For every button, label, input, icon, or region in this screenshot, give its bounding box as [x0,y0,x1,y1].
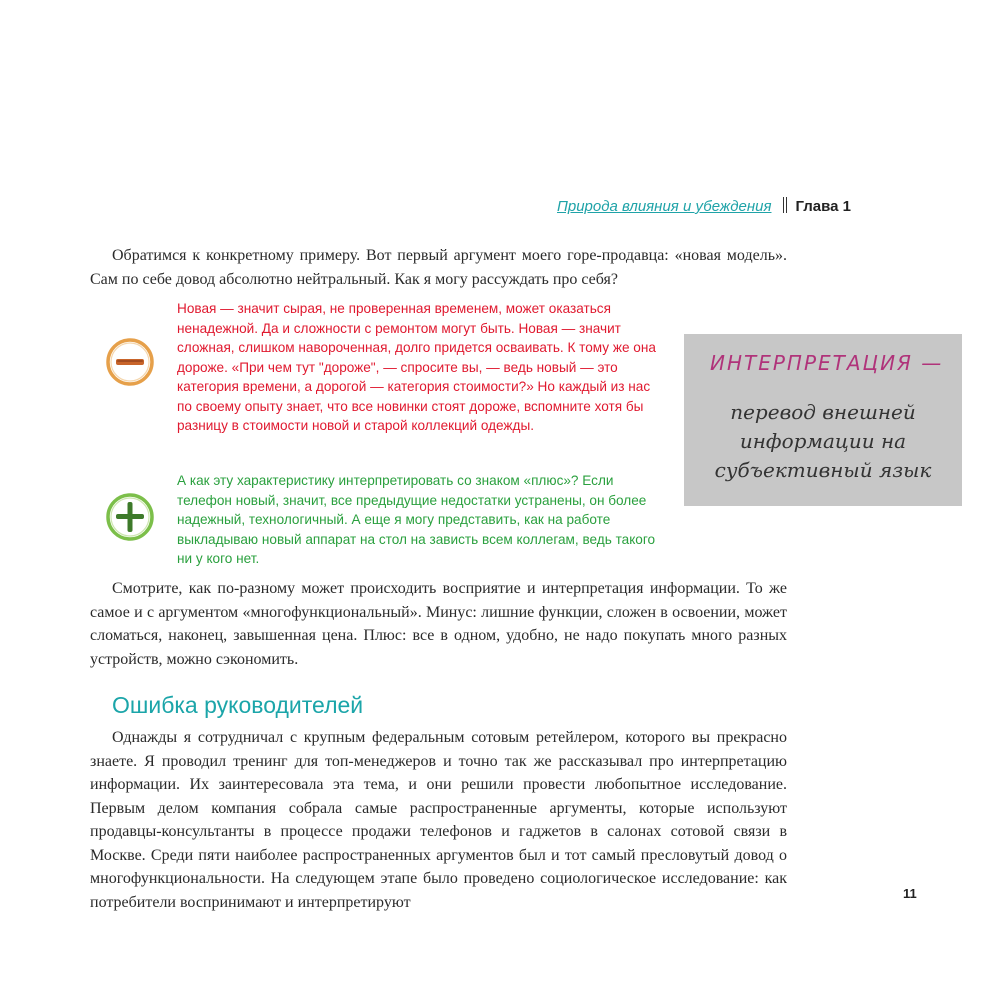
sidebar-title: ИНТЕРПРЕТАЦИЯ — [710,351,944,375]
comparison-paragraph: Смотрите, как по-разному может происходить восприятие и интерпретация информации. То же самое и с аргументом «многофункциональный». Минус: лишние функции, сложен в освоении, может сломаться, наконец, завышенная цена. Плюс: все в одном, удобно, не надо покупать много разных устройств, можно сэкономить. [90,580,787,668]
definition-line: субъективный язык [714,458,932,482]
section-title-link[interactable]: Природа влияния и убеждения [557,198,772,215]
running-header [0,197,851,217]
minus-circle-icon [104,336,156,388]
intro-paragraph: Обратимся к конкретному примеру. Вот первый аргумент моего горе-продавца: «новая модель». Сам по себе довод абсолютно нейтральный. Как я могу рассуждать про себя? [90,247,787,288]
minus-interpretation-text: Новая — значит сырая, не проверенная временем, может оказаться ненадежной. Да и сложности с ремонтом могут быть. Новая — значит сложная, слишком навороченная, долго придется осваивать. К тому же она дороже. «При чем тут "дороже", — спросите вы, — ведь новый — это категория времени, а дорогой — категория стоимости?» Но каждый из нас по своему опыту знает, что все новинки стоят дороже, вспомните хотя бы разницу в стоимости новой и старой коллекций одежды. [177,301,656,433]
sidebar-definition [684,398,962,485]
plus-circle-icon [104,491,156,543]
definition-line: перевод внешней [730,400,916,424]
plus-interpretation-text: А как эту характеристику интерпретировать со знаком «плюс»? Если телефон новый, значит, все предыдущие недостатки устранены, он более надежный, технологичный. А еще я могу представить, как на работе выкладываю новый аппарат на стол на зависть всем коллегам, ведь такого ни у кого нет. [177,473,656,566]
page-number: 11 [903,886,917,901]
section-heading: Ошибка руководителей [112,692,364,718]
definition-sidebar [684,334,962,506]
header-separator [783,197,787,213]
definition-line: информации на [739,429,907,453]
section-body-paragraph: Однажды я сотрудничал с крупным федеральным сотовым ретейлером, которого вы прекрасно знаете. Я проводил тренинг для топ-менеджеров и точно так же рассказывал про интерпретацию информации. Их заинтересовала эта тема, и они решили провести любопытное исследование. Первым делом компания собрала самые распространенные аргументы, которые используют продавцы-консультанты в процессе продажи телефонов и гаджетов в салонах сотовой связи в Москве. Среди пяти наиболее распространенных аргументов был и тот самый пресловутый довод о многофункциональности. На следующем этапе было проведено социологическое исследование: как потребители воспринимают и интерпретируют [90,729,787,911]
chapter-label: Глава 1 [795,198,851,215]
